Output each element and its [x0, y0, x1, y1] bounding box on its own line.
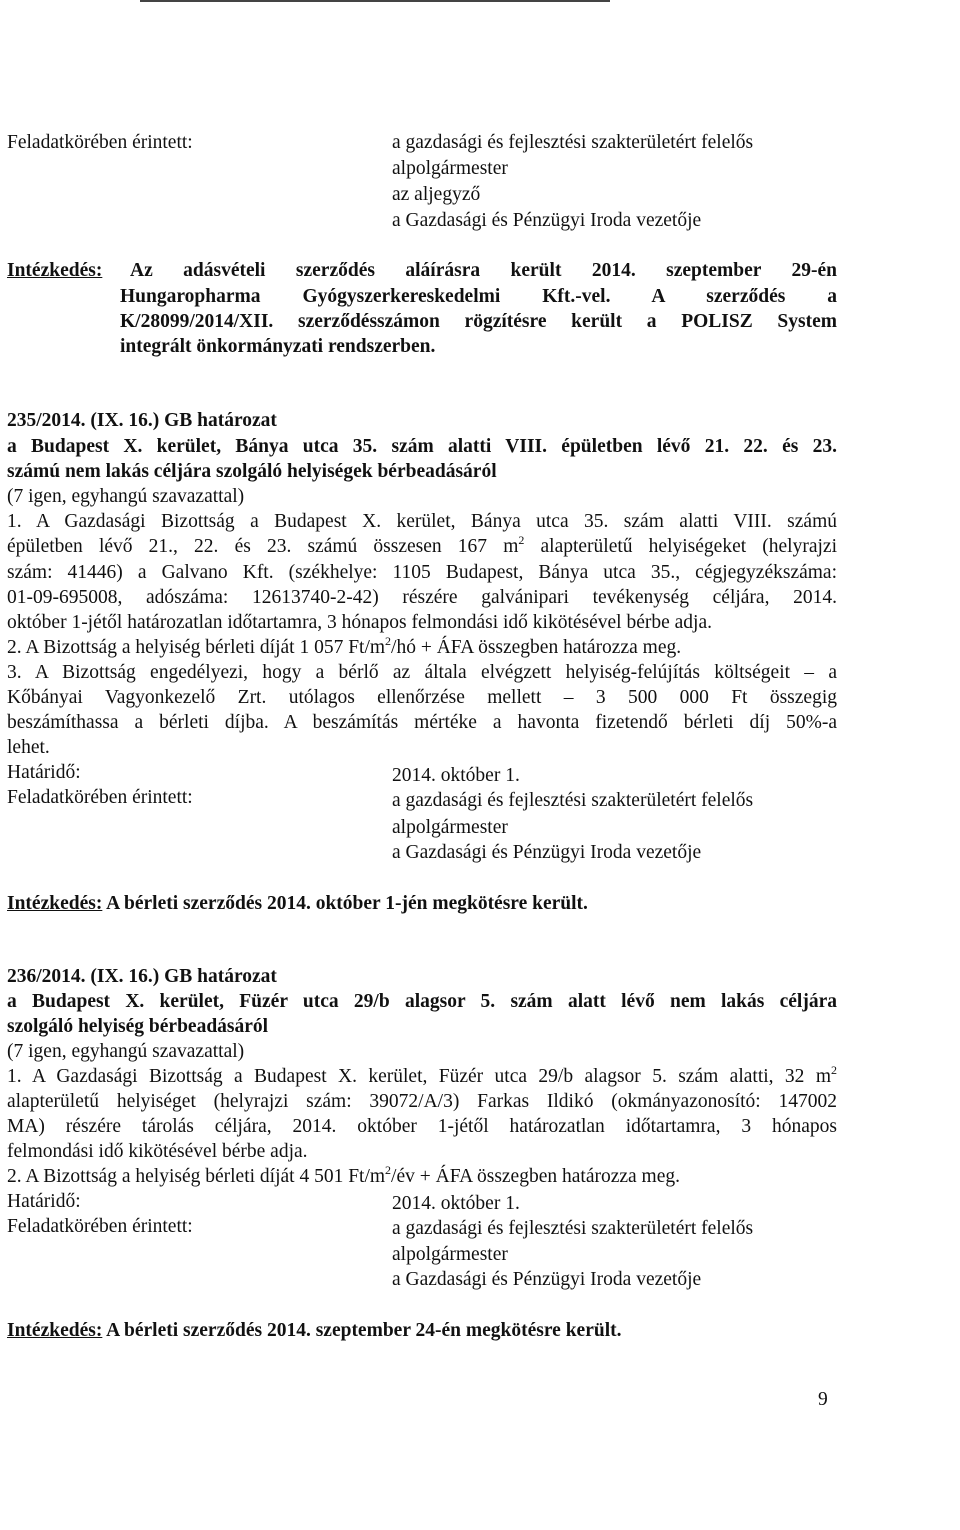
responsibility-value: az aljegyző — [392, 184, 481, 205]
responsibility-value: a Gazdasági és Pénzügyi Iroda vezetője — [392, 210, 702, 231]
measure-label: Intézkedés: — [7, 260, 103, 281]
responsibility-value: a gazdasági és fejlesztési szakterületért felelős — [392, 132, 754, 153]
vote-result: (7 igen, egyhangú szavazattal) — [7, 486, 245, 507]
resolution-title: a Budapest X. kerület, Füzér utca 29/b alagsor 5. szám alatt lévő nem lakás céljára — [7, 991, 837, 1012]
resolution-title: számú nem lakás céljára szolgáló helyiségek bérbeadásáról — [7, 461, 497, 482]
paragraph-line: 3. A Bizottság engedélyezi, hogy a bérlő az általa elvégzett helyiség-felújítás költségeit – a — [7, 662, 837, 683]
measure-text: A bérleti szerződés 2014. október 1-jén megkötésre került. — [102, 893, 588, 914]
paragraph-line: MA) részére tárolás céljára, 2014. október 1-jétől határozatlan időtartamra, 3 hónapos — [7, 1116, 837, 1137]
responsibility-value: a Gazdasági és Pénzügyi Iroda vezetője — [392, 1269, 702, 1290]
responsibility-value: alpolgármester — [392, 1244, 508, 1265]
measure-text-line: integrált önkormányzati rendszerben. — [120, 336, 436, 357]
responsibility-value: alpolgármester — [392, 158, 508, 179]
measure-text-line: Hungaropharma Gyógyszerkereskedelmi Kft.-vel. A szerződés a — [120, 286, 837, 307]
measure-label: Intézkedés: — [7, 1320, 103, 1341]
measure-text-line: Az adásvételi szerződés aláírásra került 2014. szeptember 29-én — [130, 260, 837, 281]
measure-text-line: K/28099/2014/XII. szerződésszámon rögzítésre került a POLISZ System — [120, 311, 837, 332]
responsibility-value: a gazdasági és fejlesztési szakterületért felelős — [392, 1218, 754, 1239]
paragraph-line: beszámíthassa a bérleti díjba. A beszámítás mértéke a havonta fizetendő bérleti díj 50%-a — [7, 712, 837, 733]
paragraph-line: szám: 41446) a Galvano Kft. (székhelye: 1105 Budapest, Bánya utca 35., cégjegyzékszáma: — [7, 562, 837, 583]
deadline-label: Határidő: — [7, 762, 81, 783]
responsibility-label: Feladatkörében érintett: — [7, 132, 193, 153]
measure-line — [7, 1319, 621, 1343]
responsibility-value: a Gazdasági és Pénzügyi Iroda vezetője — [392, 842, 702, 863]
paragraph-line: felmondási idő kikötésével bérbe adja. — [7, 1141, 308, 1162]
paragraph-line: 2. A Bizottság a helyiség bérleti díját 1 057 $Ft/m^2/hó$ + ÁFA összegben határozza meg. — [7, 634, 682, 658]
paragraph-line: 1. A Gazdasági Bizottság a Budapest X. kerület, Füzér utca 29/b alagsor 5. szám alatti, 32 $m^2$ — [7, 1063, 837, 1087]
paragraph-line: 2. A Bizottság a helyiség bérleti díját 4 501 $Ft/m^2/év$ + ÁFA összegben határozza meg. — [7, 1163, 681, 1187]
paragraph-line: Kőbányai Vagyonkezelő Zrt. utólagos ellenőrzése mellett – 3 500 000 Ft összegig — [7, 687, 837, 708]
measure-line — [7, 892, 588, 916]
page-number: 9 — [818, 1389, 828, 1410]
deadline-value: 2014. október 1. — [392, 1193, 520, 1214]
paragraph-line: épületben lévő 21., 22. és 23. számú összesen 167 $m^2$ alapterületű helyiségeket (helyrajzi — [7, 533, 837, 557]
resolution-heading: 235/2014. (IX. 16.) GB határozat — [7, 410, 277, 431]
paragraph-line: 1. A Gazdasági Bizottság a Budapest X. kerület, Bánya utca 35. szám alatti VIII. számú — [7, 511, 837, 532]
paragraph-line: lehet. — [7, 737, 50, 758]
responsibility-label: Feladatkörében érintett: — [7, 1216, 193, 1237]
responsibility-value: a gazdasági és fejlesztési szakterületért felelős — [392, 790, 754, 811]
paragraph-line: alapterületű helyiséget (helyrajzi szám: 39072/A/3) Farkas Ildikó (okmányazonosító: 147002 — [7, 1091, 837, 1112]
paragraph-line: 01-09-695008, adószáma: 12613740-2-42) részére galvánipari tevékenység céljára, 2014. — [7, 587, 837, 608]
resolution-heading: 236/2014. (IX. 16.) GB határozat — [7, 966, 277, 987]
measure-text: A bérleti szerződés 2014. szeptember 24-én megkötésre került. — [102, 1320, 622, 1341]
responsibility-label: Feladatkörében érintett: — [7, 787, 193, 808]
responsibility-value: alpolgármester — [392, 817, 508, 838]
paragraph-line: október 1-jétől határozatlan időtartamra, 3 hónapos felmondási idő kikötésével bérbe adja. — [7, 612, 713, 633]
deadline-value: 2014. október 1. — [392, 765, 520, 786]
resolution-title: szolgáló helyiség bérbeadásáról — [7, 1016, 269, 1037]
resolution-title: a Budapest X. kerület, Bánya utca 35. szám alatti VIII. épületben lévő 21. 22. és 23. — [7, 436, 837, 457]
vote-result: (7 igen, egyhangú szavazattal) — [7, 1041, 245, 1062]
deadline-label: Határidő: — [7, 1191, 81, 1212]
measure-label: Intézkedés: — [7, 893, 103, 914]
